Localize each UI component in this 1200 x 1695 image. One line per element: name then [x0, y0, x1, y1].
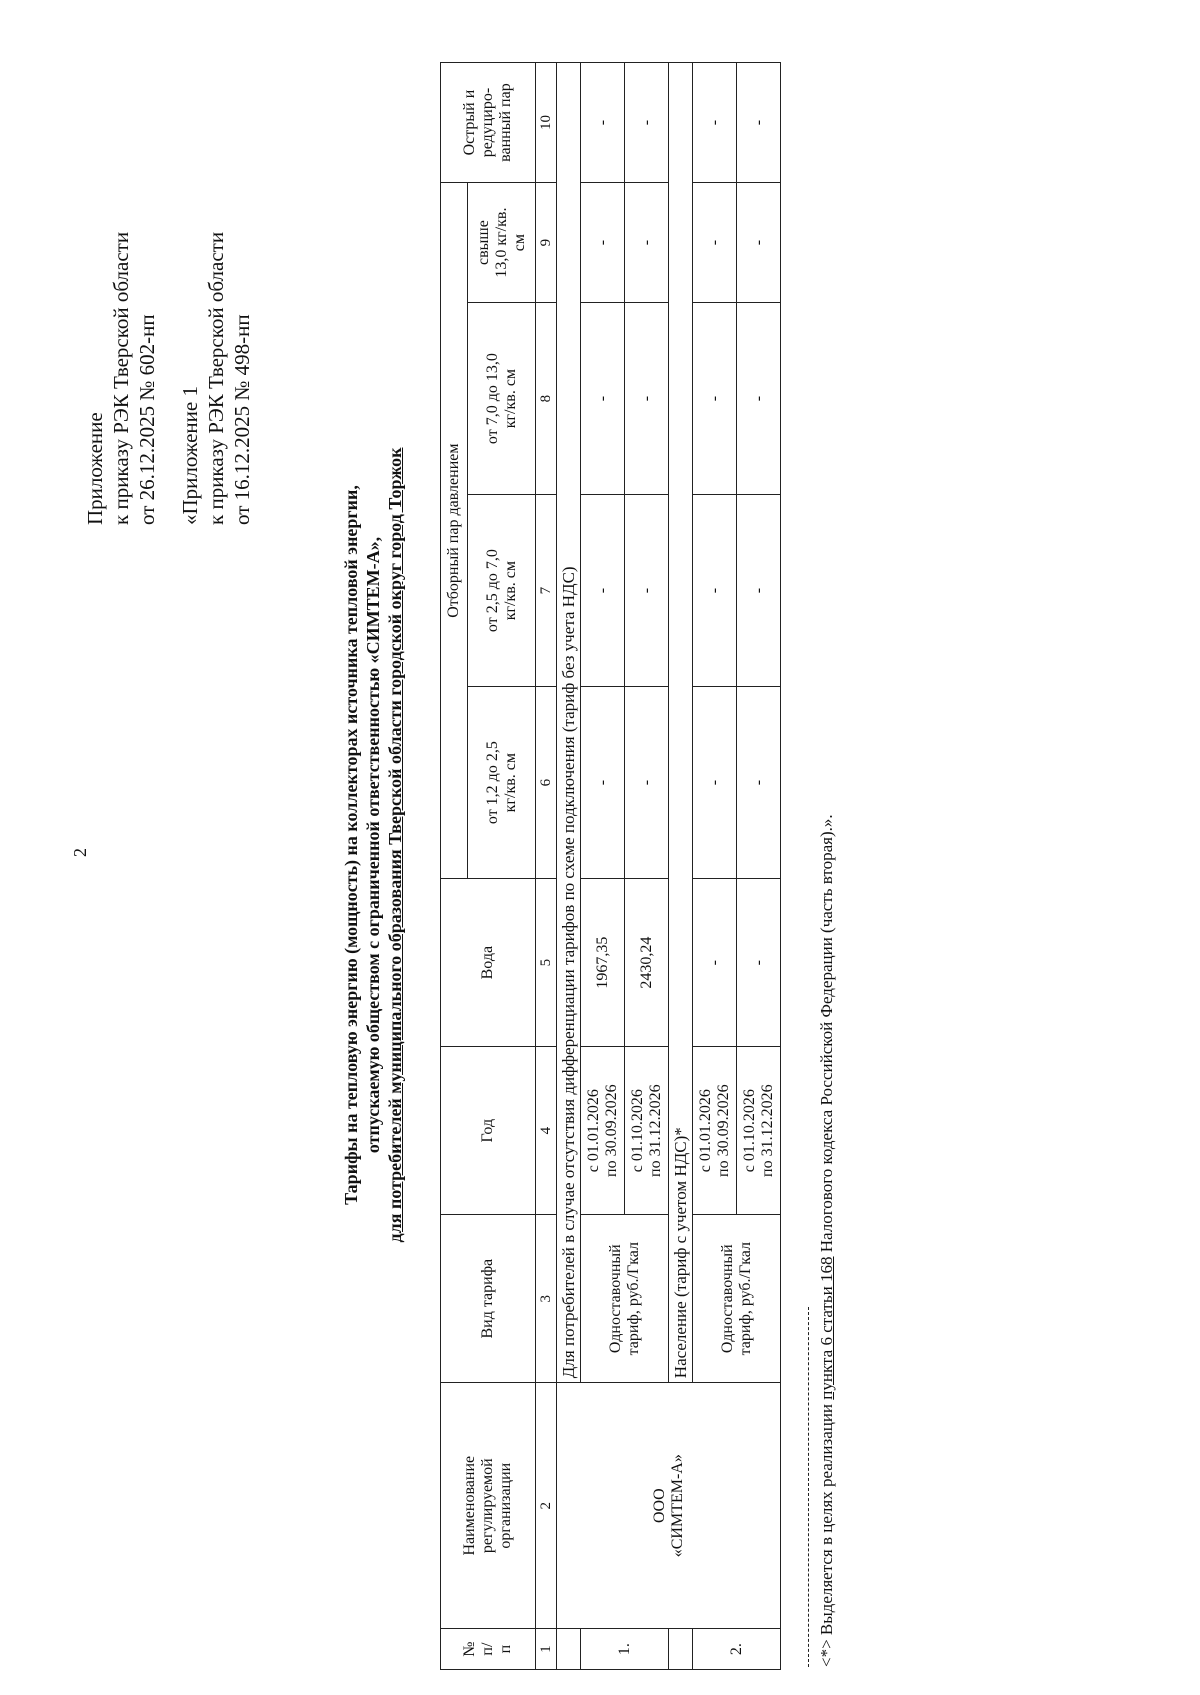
sharp-steam-value: -: [737, 63, 781, 183]
approval-line: от 16.12.2025 № 498-нп: [230, 314, 254, 525]
header-tariff-type: Вид тарифа: [441, 1215, 536, 1383]
header-steam-4: свыше 13,0 кг/кв. см: [468, 183, 536, 303]
row-number: 1.: [581, 1629, 669, 1670]
steam-value: -: [625, 495, 669, 687]
footnote-text: <*> Выделяется в целях реализации: [817, 1399, 836, 1667]
header-steam-1: от 1,2 до 2,5 кг/кв. см: [468, 687, 536, 879]
column-number: 3: [536, 1215, 557, 1383]
water-value: -: [693, 879, 737, 1047]
section-heading-general: Для потребителей в случае отсутствия дифференциации тарифов по схеме подключения (тариф без учета НДС): [557, 63, 581, 1383]
header-steam-group: Отборный пар давлением: [441, 183, 468, 879]
steam-value: -: [581, 687, 625, 879]
approval-line: к приказу РЭК Тверской области: [204, 231, 228, 525]
column-number: 2: [536, 1383, 557, 1629]
steam-value: -: [581, 495, 625, 687]
row-number: 2.: [693, 1629, 781, 1670]
steam-value: -: [693, 495, 737, 687]
steam-value: -: [581, 183, 625, 303]
header-steam-2: от 2,5 до 7,0 кг/кв. см: [468, 495, 536, 687]
column-number: 5: [536, 879, 557, 1047]
steam-value: -: [693, 303, 737, 495]
column-number: 4: [536, 1047, 557, 1215]
header-water: Вода: [441, 879, 536, 1047]
column-number: 9: [536, 183, 557, 303]
header-year: Год: [441, 1047, 536, 1215]
approval-stamp-prior: [177, 232, 255, 525]
water-value: -: [737, 879, 781, 1047]
water-value: 1967,35: [581, 879, 625, 1047]
sharp-steam-value: -: [693, 63, 737, 183]
header-num: № п/ п: [441, 1629, 536, 1670]
column-number: 6: [536, 687, 557, 879]
section-heading-population: Население (тариф с учетом НДС)*: [669, 63, 693, 1383]
column-number: 8: [536, 303, 557, 495]
column-number: 7: [536, 495, 557, 687]
organization-name: ООО «СИМТЕМ-А»: [557, 1383, 781, 1629]
header-steam-3: от 7,0 до 13,0 кг/кв. см: [468, 303, 536, 495]
period: с 01.01.2026 по 30.09.2026: [693, 1047, 737, 1215]
footnote: [817, 814, 837, 1667]
tariff-type: Одноставочный тариф, руб./Гкал: [693, 1215, 781, 1383]
steam-value: -: [625, 183, 669, 303]
period: с 01.01.2026 по 30.09.2026: [581, 1047, 625, 1215]
table-cell: [669, 1629, 693, 1670]
column-number-row: [536, 63, 557, 1670]
approval-line: «Приложение 1: [178, 386, 202, 525]
steam-value: -: [693, 687, 737, 879]
header-organization: Наименование регулируемой организации: [441, 1383, 536, 1629]
steam-value: -: [625, 303, 669, 495]
approval-line: Приложение: [83, 412, 107, 525]
steam-value: -: [737, 495, 781, 687]
steam-value: -: [581, 303, 625, 495]
steam-value: -: [737, 183, 781, 303]
section-row: [557, 63, 581, 1670]
footnote-text: Налогового кодекса Российской Федерации (часть вторая).».: [817, 814, 836, 1257]
tariff-table: [440, 62, 781, 1670]
approval-stamp-current: [82, 232, 160, 525]
steam-value: -: [737, 687, 781, 879]
period: с 01.10.2026 по 31.12.2026: [625, 1047, 669, 1215]
tariff-type: Одноставочный тариф, руб./Гкал: [581, 1215, 669, 1383]
page-number: 2: [70, 848, 90, 857]
period: с 01.10.2026 по 31.12.2026: [737, 1047, 781, 1215]
table-cell: [557, 1629, 581, 1670]
title-line: Тарифы на тепловую энергию (мощность) на коллекторах источника тепловой энергии,: [341, 485, 361, 1205]
footnote-legal-reference: пункта 6 статьи 168: [817, 1256, 836, 1400]
steam-value: -: [737, 303, 781, 495]
title-line: отпускаемую обществом с ограниченной ответственностью «СИМТЕМ-А»,: [363, 536, 383, 1154]
steam-value: -: [625, 687, 669, 879]
title-line: для потребителей муниципального образования Тверской области городской округ город Торжок: [385, 447, 405, 1243]
document-title: [340, 235, 406, 1455]
sharp-steam-value: -: [625, 63, 669, 183]
column-number: 1: [536, 1629, 557, 1670]
water-value: 2430,24: [625, 879, 669, 1047]
header-row: [441, 63, 468, 1670]
approval-line: от 26.12.2025 № 602-нп: [135, 314, 159, 525]
approval-line: к приказу РЭК Тверской области: [109, 231, 133, 525]
footnote-divider: [808, 1307, 809, 1667]
column-number: 10: [536, 63, 557, 183]
steam-value: -: [693, 183, 737, 303]
sharp-steam-value: -: [581, 63, 625, 183]
header-sharp-steam: Острый и редуциро- ванный пар: [441, 63, 536, 183]
